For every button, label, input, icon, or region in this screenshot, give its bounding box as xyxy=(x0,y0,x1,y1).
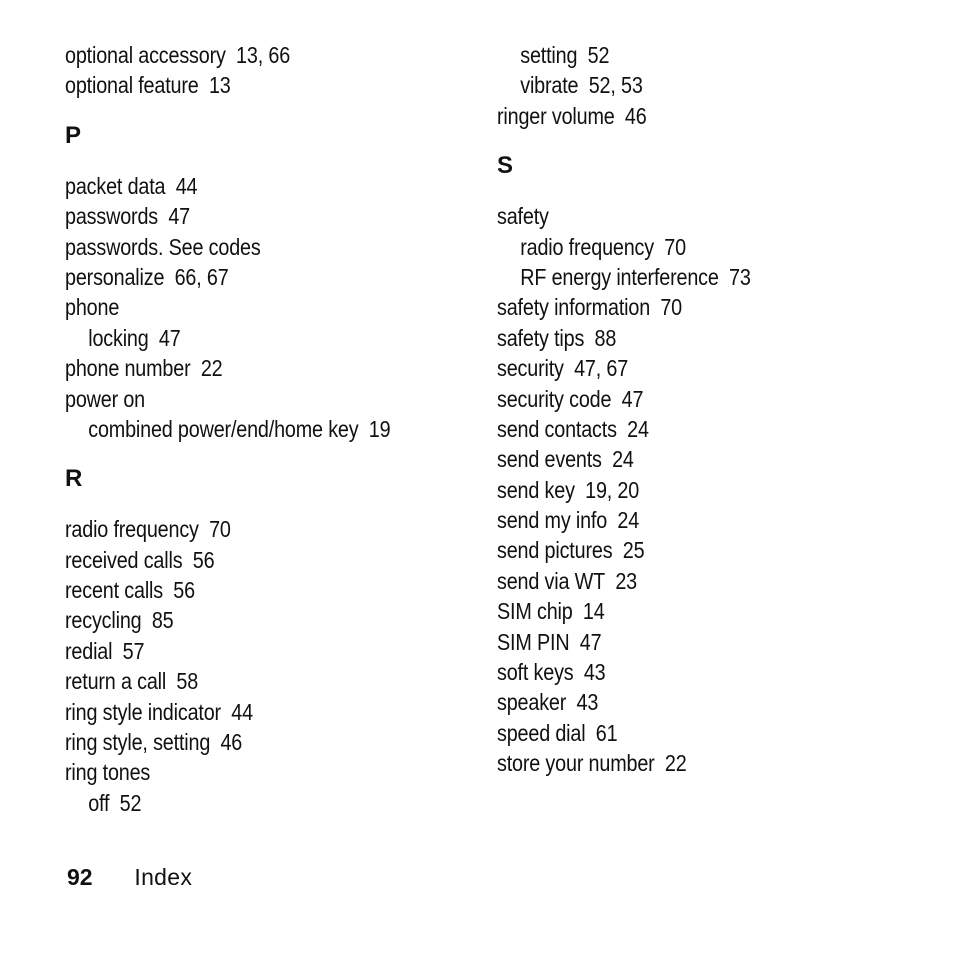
index-page-refs: 19, 20 xyxy=(585,476,640,503)
index-page-refs: 43 xyxy=(583,659,606,686)
index-entry-ring-tones xyxy=(65,757,418,787)
index-page-refs: 56 xyxy=(192,546,215,573)
index-subentry-combined-power-end-home-key xyxy=(65,414,418,444)
index-page-refs: 13 xyxy=(208,72,231,99)
index-column-right xyxy=(497,40,917,779)
section-letter-p: P xyxy=(65,121,82,149)
index-page-refs: 58 xyxy=(176,668,199,695)
index-page-refs: 23 xyxy=(615,567,638,594)
index-entry-redial xyxy=(65,636,418,666)
index-entry-sim-chip xyxy=(497,596,858,626)
index-subentry-rf-energy-interference xyxy=(497,262,858,292)
index-term: RF energy interference xyxy=(520,263,719,290)
index-term: optional feature xyxy=(65,72,199,99)
index-entry-phone xyxy=(65,292,418,322)
section-spacer xyxy=(65,500,475,514)
index-term: combined power/end/home key xyxy=(88,415,359,442)
index-page-refs: 70 xyxy=(660,294,683,321)
index-term: optional accessory xyxy=(65,42,226,68)
index-entry-optional-feature xyxy=(65,70,418,100)
index-page-refs: 70 xyxy=(209,516,231,543)
index-page-refs: 22 xyxy=(664,750,687,777)
index-term: radio frequency xyxy=(65,516,199,543)
page-footer xyxy=(67,860,192,894)
section-spacer xyxy=(497,131,917,145)
index-term: send my info xyxy=(497,507,608,534)
index-page-refs: 14 xyxy=(582,598,605,625)
index-entry-recycling xyxy=(65,605,418,635)
index-term: recycling xyxy=(65,607,142,634)
index-entry-soft-keys xyxy=(497,657,858,687)
index-page-refs: 25 xyxy=(622,537,645,564)
section-spacer xyxy=(65,101,475,115)
section-name: Index xyxy=(134,864,193,890)
index-entry-send-events xyxy=(497,444,858,474)
index-term: recent calls xyxy=(65,577,163,604)
index-entry-send-via-wt xyxy=(497,566,858,596)
index-entry-passwords xyxy=(65,201,418,231)
index-page-refs: 46 xyxy=(624,102,647,129)
index-entry-security xyxy=(497,353,858,383)
index-term: personalize xyxy=(65,263,165,290)
index-entry-optional-accessory xyxy=(65,40,418,70)
index-term: return a call xyxy=(65,668,167,695)
section-letter-s: S xyxy=(497,152,514,180)
index-term: store your number xyxy=(497,750,655,777)
index-page-refs: 22 xyxy=(200,355,223,382)
index-page-refs: 47, 67 xyxy=(574,355,629,382)
index-term: send pictures xyxy=(497,537,613,564)
index-entry-return-a-call xyxy=(65,666,418,696)
index-term: send via WT xyxy=(497,567,606,594)
index-page-refs: 57 xyxy=(122,637,145,664)
index-subentry-radio-frequency xyxy=(497,232,858,262)
index-subentry-setting xyxy=(497,40,858,70)
index-entry-personalize xyxy=(65,262,418,292)
index-page-refs: 43 xyxy=(576,689,599,716)
index-entry-power-on xyxy=(65,384,418,414)
index-subentry-locking xyxy=(65,323,418,353)
index-entry-ring-style-indicator xyxy=(65,697,418,727)
index-page-refs: 47 xyxy=(158,324,181,351)
index-page-refs: 47 xyxy=(579,628,602,655)
index-term: send key xyxy=(497,476,575,503)
index-term: packet data xyxy=(65,172,166,199)
index-page-refs: 46 xyxy=(220,729,243,756)
index-entry-send-contacts xyxy=(497,414,858,444)
index-term: safety xyxy=(497,203,549,230)
index-term: locking xyxy=(88,324,149,351)
index-term: security xyxy=(497,355,564,382)
index-entry-speaker xyxy=(497,687,858,717)
index-term: power on xyxy=(65,385,146,412)
index-page-refs: 88 xyxy=(594,324,617,351)
index-term: speed dial xyxy=(497,719,586,746)
index-page-refs: 24 xyxy=(617,507,640,534)
index-page-refs: 47 xyxy=(621,385,644,412)
index-entry-ringer-volume xyxy=(497,101,858,131)
section-spacer xyxy=(65,444,475,458)
index-term: send contacts xyxy=(497,415,617,442)
index-entry-send-pictures xyxy=(497,535,858,565)
index-subentry-off xyxy=(65,788,418,818)
index-page-refs: 61 xyxy=(595,719,618,746)
section-letter-r: R xyxy=(65,465,83,493)
index-entry-sim-pin xyxy=(497,627,858,657)
section-spacer xyxy=(65,157,475,171)
index-entry-packet-data xyxy=(65,171,418,201)
index-term: ring style indicator xyxy=(65,698,221,725)
index-term: off xyxy=(88,789,110,816)
index-page-refs: 47 xyxy=(168,203,190,230)
index-term: received calls xyxy=(65,546,183,573)
index-term: ringer volume xyxy=(497,102,615,129)
index-term: setting xyxy=(520,42,578,68)
index-page-refs: 52 xyxy=(587,42,610,68)
index-term: SIM PIN xyxy=(497,628,570,655)
index-term: passwords. See codes xyxy=(65,233,261,260)
index-term: safety information xyxy=(497,294,651,321)
index-entry-store-your-number xyxy=(497,748,858,778)
index-term: safety tips xyxy=(497,324,585,351)
index-entry-passwords-see-codes xyxy=(65,232,418,262)
index-entry-phone-number xyxy=(65,353,418,383)
index-entry-safety-tips xyxy=(497,323,858,353)
index-term: vibrate xyxy=(520,72,579,99)
index-entry-send-key xyxy=(497,475,858,505)
index-term: phone number xyxy=(65,355,191,382)
index-entry-recent-calls xyxy=(65,575,418,605)
index-page-refs: 44 xyxy=(231,698,253,725)
index-entry-ring-style-setting xyxy=(65,727,418,757)
index-term: ring style, setting xyxy=(65,729,211,756)
index-entry-speed-dial xyxy=(497,718,858,748)
index-page-refs: 44 xyxy=(175,172,198,199)
index-entry-received-calls xyxy=(65,545,418,575)
section-spacer xyxy=(497,187,917,201)
index-page-refs: 85 xyxy=(151,607,174,634)
index-entry-safety-information xyxy=(497,292,858,322)
index-term: speaker xyxy=(497,689,567,716)
page-number: 92 xyxy=(67,864,93,890)
index-entry-security-code xyxy=(497,384,858,414)
index-entry-safety xyxy=(497,201,858,231)
index-page-refs: 56 xyxy=(173,577,195,604)
index-page-refs: 52 xyxy=(119,789,142,816)
index-entry-send-my-info xyxy=(497,505,858,535)
index-subentry-vibrate xyxy=(497,70,858,100)
index-page-refs: 66, 67 xyxy=(174,263,229,290)
index-term: send events xyxy=(497,446,602,473)
index-page-refs: 24 xyxy=(612,446,634,473)
index-term: redial xyxy=(65,637,113,664)
index-page-refs: 70 xyxy=(664,233,686,260)
index-page-refs: 52, 53 xyxy=(588,72,643,99)
index-page-refs: 13, 66 xyxy=(236,42,291,68)
index-term: soft keys xyxy=(497,659,574,686)
index-term: phone xyxy=(65,294,120,321)
index-term: radio frequency xyxy=(520,233,654,260)
index-page-refs: 73 xyxy=(729,263,751,290)
index-entry-radio-frequency xyxy=(65,514,418,544)
index-page-refs: 19 xyxy=(368,415,391,442)
index-term: ring tones xyxy=(65,759,151,786)
index-term: security code xyxy=(497,385,612,412)
index-term: SIM chip xyxy=(497,598,573,625)
index-term: passwords xyxy=(65,203,159,230)
index-page-refs: 24 xyxy=(627,415,649,442)
index-column-left xyxy=(65,40,475,818)
